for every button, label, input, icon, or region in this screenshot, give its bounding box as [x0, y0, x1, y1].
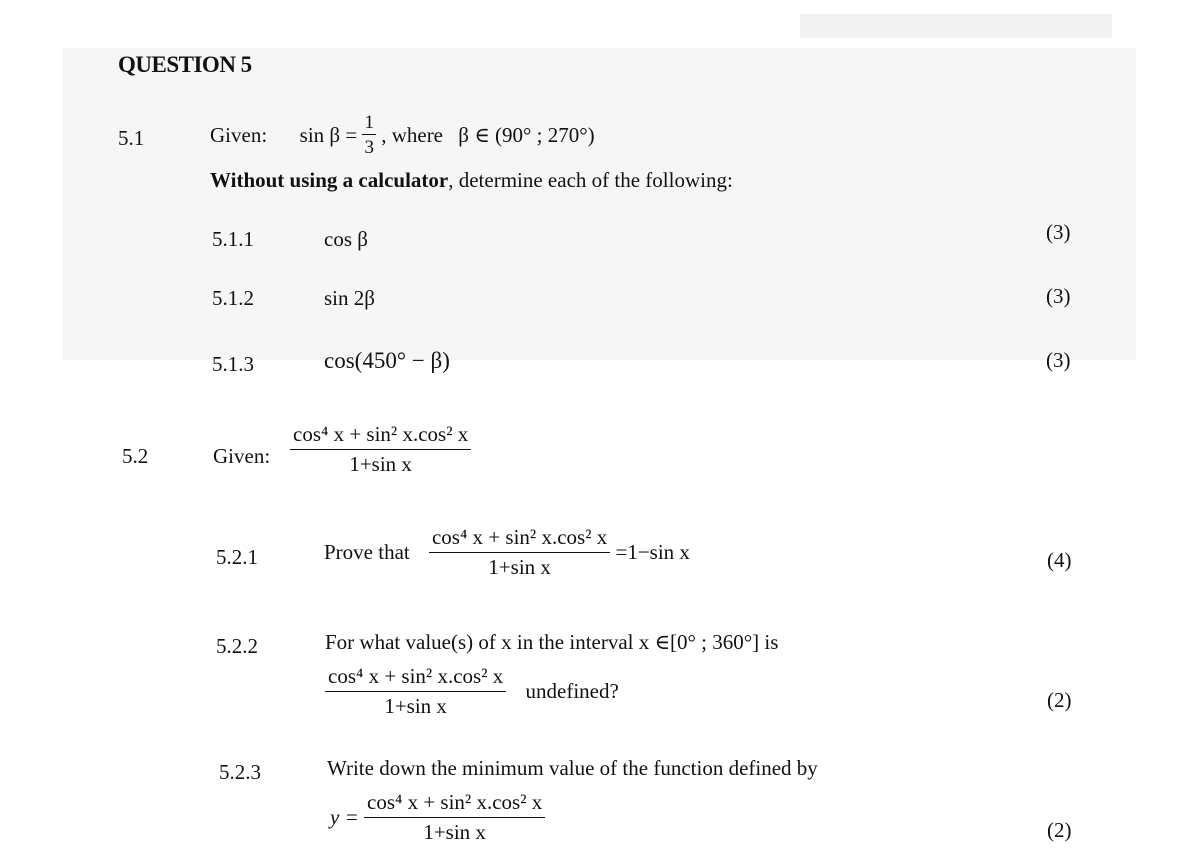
- q523-text: Write down the minimum value of the function defined by: [327, 756, 818, 780]
- q52-given-fraction: [290, 422, 471, 477]
- q511-number: 5.1.1: [212, 227, 254, 251]
- q522-undefined-text: undefined?: [525, 679, 619, 703]
- q521-numerator: cos⁴ x + sin² x.cos² x: [429, 525, 610, 553]
- q522-text: For what value(s) of x in the interval x ∈[0° ; 360°] is: [325, 630, 779, 654]
- q523-y-eq: y =: [330, 805, 359, 829]
- q51-where: , where: [381, 123, 444, 147]
- q521-marks: (4): [1047, 548, 1072, 572]
- q522-denominator: 1+sin x: [384, 694, 447, 718]
- q512-number: 5.1.2: [212, 286, 254, 310]
- q51-instruction-rest: , determine each of the following:: [448, 168, 733, 192]
- q521-denominator: 1+sin x: [488, 555, 551, 579]
- q51-frac-den: 3: [364, 137, 374, 158]
- q523-marks: (2): [1047, 818, 1072, 842]
- q51-frac-num: 1: [364, 112, 374, 133]
- question-title: QUESTION 5: [118, 52, 252, 77]
- q52-numerator: cos⁴ x + sin² x.cos² x: [290, 422, 471, 450]
- q513-number: 5.1.3: [212, 352, 254, 376]
- q521-rhs: =1−sin x: [615, 540, 690, 564]
- q51-domain: β ∈ (90° ; 270°): [458, 123, 595, 147]
- q51-instruction: [210, 168, 733, 193]
- q522-number: 5.2.2: [216, 634, 258, 658]
- q51-given-label: Given:: [210, 123, 268, 147]
- q523-numerator: cos⁴ x + sin² x.cos² x: [364, 790, 545, 818]
- q51-number: 5.1: [118, 126, 145, 150]
- q52-number: 5.2: [122, 444, 149, 468]
- q51-sin-beta: sin β =: [299, 123, 358, 147]
- q511-marks: (3): [1046, 220, 1071, 244]
- q513-marks: (3): [1046, 348, 1071, 372]
- q51-instruction-bold: Without using a calculator: [210, 168, 449, 192]
- scan-shading-top: [800, 14, 1112, 38]
- q51-fraction: [362, 112, 376, 159]
- q52-denominator: 1+sin x: [349, 452, 412, 476]
- q522-numerator: cos⁴ x + sin² x.cos² x: [325, 664, 506, 692]
- q511-expr: cos β: [324, 227, 368, 251]
- q521-fraction: [429, 525, 610, 580]
- scan-shading: [62, 48, 1136, 360]
- q523-number: 5.2.3: [219, 760, 261, 784]
- q522-marks: (2): [1047, 688, 1072, 712]
- q513-expr: cos(450° − β): [324, 348, 450, 373]
- q523-denominator: 1+sin x: [423, 820, 486, 844]
- q52-fraction: [290, 422, 471, 477]
- q523-fraction: [364, 790, 545, 845]
- q512-marks: (3): [1046, 284, 1071, 308]
- q52-given-label: Given:: [213, 444, 271, 468]
- q512-expr: sin 2β: [324, 286, 375, 310]
- q521-prove-text: Prove that: [324, 540, 410, 564]
- q521-statement: [324, 525, 690, 580]
- q521-number: 5.2.1: [216, 545, 258, 569]
- q523-expression: [330, 790, 545, 845]
- q522-fraction: [325, 664, 506, 719]
- q522-expression: [325, 664, 619, 719]
- q51-given: [210, 112, 595, 159]
